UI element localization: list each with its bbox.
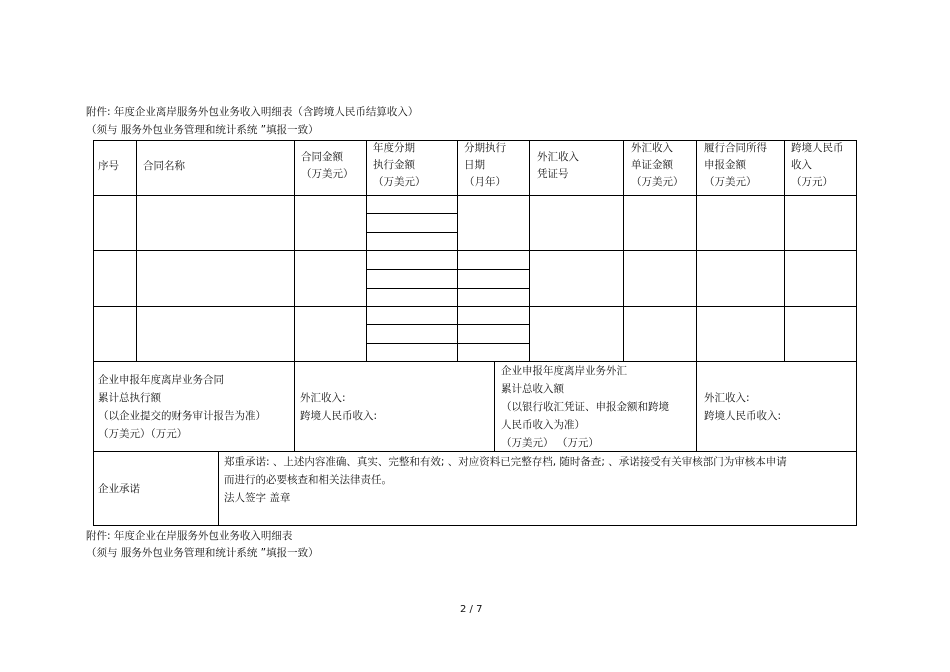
header-rmb-income	[791, 140, 844, 191]
table-title-offshore: 附件: 年度企业离岸服务外包业务收入明细表（含跨境人民币结算收入）	[86, 106, 419, 118]
summary-line: 企业申报年度离岸业务外汇	[501, 365, 627, 377]
summary-contract-values	[300, 389, 377, 425]
header-exec-date	[464, 140, 506, 191]
header-line: 外汇收入	[537, 151, 579, 163]
summary-fx-income-label: 外汇收入:	[300, 392, 346, 404]
summary-fx-values	[704, 389, 781, 425]
summary-line: 累计总收入额	[501, 383, 564, 395]
summary-line: （以企业提交的财务审计报告为准）	[98, 410, 266, 422]
summary-line: 人民币收入为准）	[501, 419, 585, 431]
commitment-label: 企业承诺	[98, 483, 140, 495]
summary-line: （万美元） （万元）	[501, 437, 599, 449]
header-fx-voucher-amount	[631, 140, 684, 191]
summary-fx-label	[501, 362, 669, 452]
header-line: （万元）	[791, 176, 833, 188]
header-line: 合同金额	[301, 151, 343, 163]
header-contract-name: 合同名称	[143, 160, 185, 172]
summary-rmb-income-label: 跨境人民币收入:	[300, 410, 378, 422]
header-line: 跨境人民币	[791, 142, 844, 154]
summary-line: 累计总执行额	[98, 392, 161, 404]
header-line: 申报金额	[704, 159, 746, 171]
table-title-onshore: 附件: 年度企业在岸服务外包业务收入明细表	[86, 530, 293, 542]
summary-fx-income-label: 外汇收入:	[704, 392, 750, 404]
table-note-offshore: （须与 服务外包业务管理和统计系统 ”填报一致）	[86, 124, 319, 136]
summary-line: 企业申报年度离岸业务合同	[98, 374, 224, 386]
commitment-line: 郑重承诺: 、上述内容准确、真实、完整和有效; 、对应资料已完整存档, 随时备查; 、承诺接受有关审核部门为审核本申请	[224, 456, 787, 468]
header-line: 执行金额	[373, 159, 415, 171]
table-note-onshore: （须与 服务外包业务管理和统计系统 ”填报一致）	[86, 547, 319, 559]
header-seq: 序号	[98, 160, 119, 172]
header-line: （万美元）	[704, 176, 757, 188]
commitment-line: 而进行的必要核查和相关法律责任。	[224, 474, 392, 486]
header-line: 年度分期	[373, 142, 415, 154]
header-declared-amount	[704, 140, 767, 191]
header-line: 日期	[464, 159, 485, 171]
header-line: 外汇收入	[631, 142, 673, 154]
header-line: （万美元）	[631, 176, 684, 188]
summary-contract-label	[98, 371, 266, 443]
header-annual-exec	[373, 140, 426, 191]
commitment-signature-line: 法人签字 盖章	[224, 492, 291, 504]
header-contract-amount	[301, 149, 354, 183]
header-line: （月年）	[464, 176, 506, 188]
header-line: 凭证号	[537, 168, 569, 180]
page-number: 2 / 7	[460, 604, 483, 615]
summary-line: （以银行收汇凭证、申报金额和跨境	[501, 401, 669, 413]
summary-rmb-income-label: 跨境人民币收入:	[704, 410, 782, 422]
commitment-text	[224, 453, 787, 507]
header-line: 单证金额	[631, 159, 673, 171]
header-line: （万美元）	[301, 168, 354, 180]
header-fx-voucher	[537, 149, 579, 183]
header-line: 履行合同所得	[704, 142, 767, 154]
summary-line: （万美元）（万元）	[98, 428, 188, 440]
header-line: 收入	[791, 159, 812, 171]
header-line: （万美元）	[373, 176, 426, 188]
header-line: 分期执行	[464, 142, 506, 154]
